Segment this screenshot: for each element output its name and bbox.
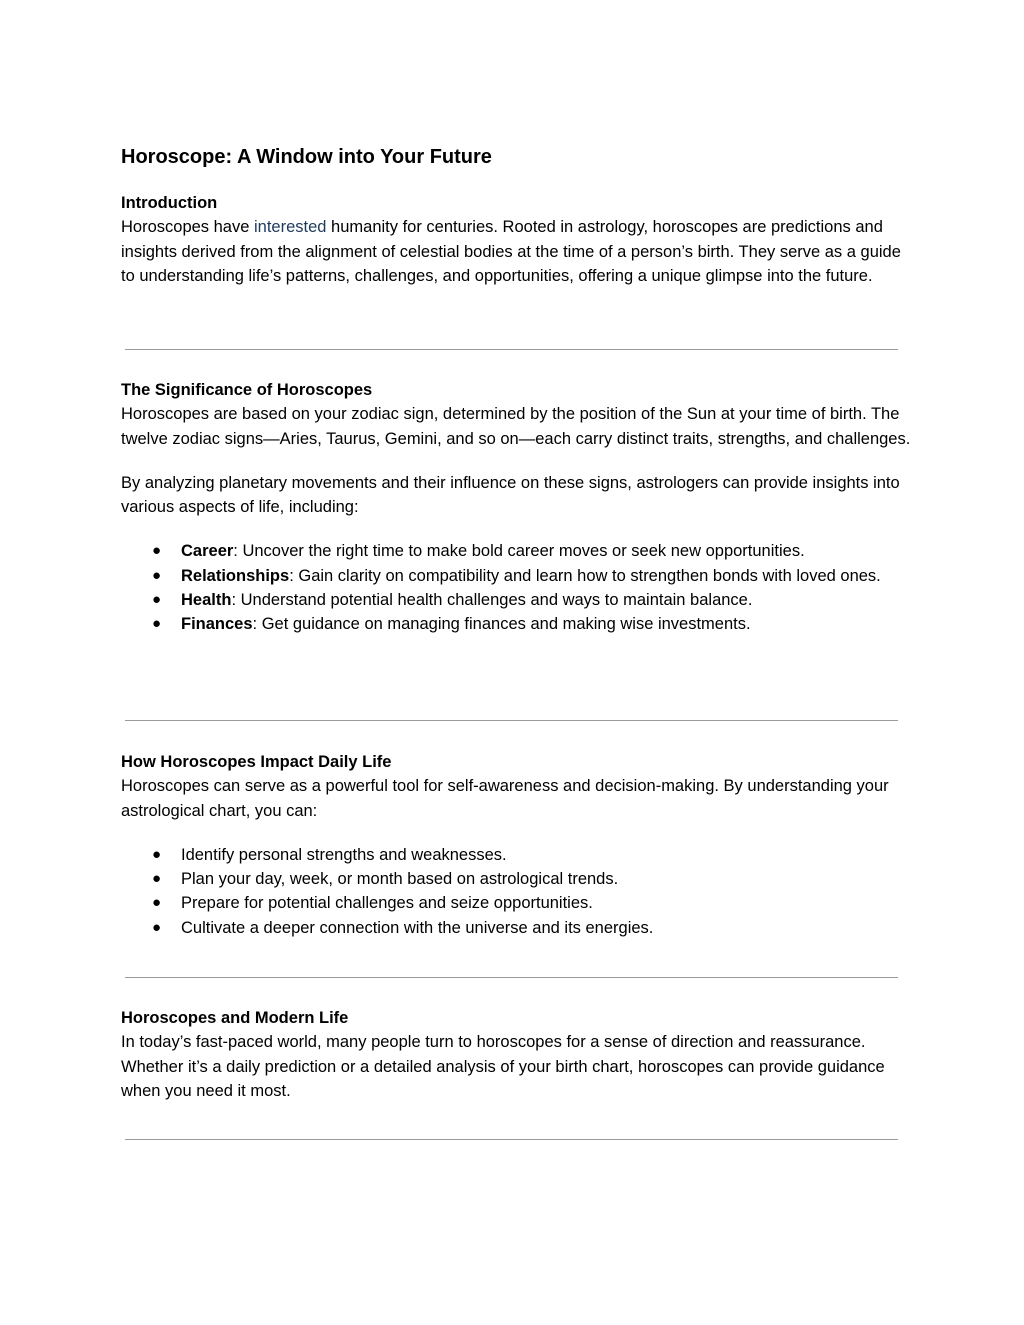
horizontal-divider xyxy=(125,977,898,978)
intro-accent-word: interested xyxy=(254,218,327,237)
list-item-text: Plan your day, week, or month based on astrological trends. xyxy=(181,870,619,889)
list-item xyxy=(121,867,911,891)
list-item-text: : Gain clarity on compatibility and learn how to strengthen bonds with loved ones. xyxy=(289,566,881,585)
intro-paragraph xyxy=(121,215,911,288)
section-heading: The Significance of Horoscopes xyxy=(121,381,373,399)
list-item xyxy=(121,588,911,612)
list-item-text: Identify personal strengths and weaknesses. xyxy=(181,845,507,864)
list-item xyxy=(121,612,911,636)
significance-paragraph-2: By analyzing planetary movements and their influence on these signs, astrologers can provide insights into various aspects of life, including: xyxy=(121,473,900,517)
bullet-icon: ● xyxy=(152,615,162,633)
list-item-term: Relationships xyxy=(181,566,290,585)
list-item-text: : Understand potential health challenges and ways to maintain balance. xyxy=(231,591,753,610)
section-heading: Horoscopes and Modern Life xyxy=(121,1009,349,1027)
horizontal-divider xyxy=(125,1139,898,1140)
list-item-term: Career xyxy=(181,542,234,561)
section-introduction xyxy=(121,191,911,288)
section-modern-life xyxy=(121,1006,911,1103)
list-item-text: : Uncover the right time to make bold career moves or seek new opportunities. xyxy=(233,542,805,561)
list-item xyxy=(121,564,911,588)
significance-bullet-list xyxy=(121,539,911,636)
list-item xyxy=(121,539,911,563)
list-item-text: Cultivate a deeper connection with the universe and its energies. xyxy=(181,918,654,937)
intro-text-end: humanity for centuries. Rooted in astrology, horoscopes are predictions and insights derived from the alignment of celestial bodies at the time of a person’s birth. They serve as a guide to understanding life’s patterns, challenges, and opportunities, offering a unique glimpse into the future. xyxy=(121,218,901,285)
modern-paragraph: In today’s fast-paced world, many people turn to horoscopes for a sense of direction and reassurance. Whether it’s a daily prediction or a detailed analysis of your birth chart, horoscopes can provide guidance when you need it most. xyxy=(121,1033,885,1100)
horizontal-divider xyxy=(125,349,898,350)
list-item-term: Finances xyxy=(181,615,253,634)
section-daily-life xyxy=(121,750,911,940)
bullet-icon: ● xyxy=(152,870,162,888)
list-item-text: : Get guidance on managing finances and making wise investments. xyxy=(252,615,751,634)
bullet-icon: ● xyxy=(152,894,162,912)
daily-paragraph: Horoscopes can serve as a powerful tool for self-awareness and decision-making. By understanding your astrological chart, you can: xyxy=(121,777,889,820)
list-item xyxy=(121,916,911,940)
intro-text-start: Horoscopes have xyxy=(121,218,254,237)
section-significance xyxy=(121,378,911,637)
list-item-term: Health xyxy=(181,591,232,610)
bullet-icon: ● xyxy=(152,845,162,863)
section-heading: Introduction xyxy=(121,194,218,212)
section-heading: How Horoscopes Impact Daily Life xyxy=(121,753,392,771)
bullet-icon: ● xyxy=(152,542,162,560)
bullet-icon: ● xyxy=(152,591,162,609)
bullet-icon: ● xyxy=(152,566,162,584)
list-item-text: Prepare for potential challenges and seize opportunities. xyxy=(181,894,593,913)
bullet-icon: ● xyxy=(152,918,162,936)
significance-paragraph-1: Horoscopes are based on your zodiac sign, determined by the position of the Sun at your time of birth. The twelve zodiac signs—Aries, Taurus, Gemini, and so on—each carry distinct traits, strengths, and challenges. xyxy=(121,405,911,448)
list-item xyxy=(121,843,911,867)
document-title: Horoscope: A Window into Your Future xyxy=(121,146,492,168)
list-item xyxy=(121,891,911,915)
horizontal-divider xyxy=(125,720,898,721)
daily-bullet-list xyxy=(121,843,911,940)
